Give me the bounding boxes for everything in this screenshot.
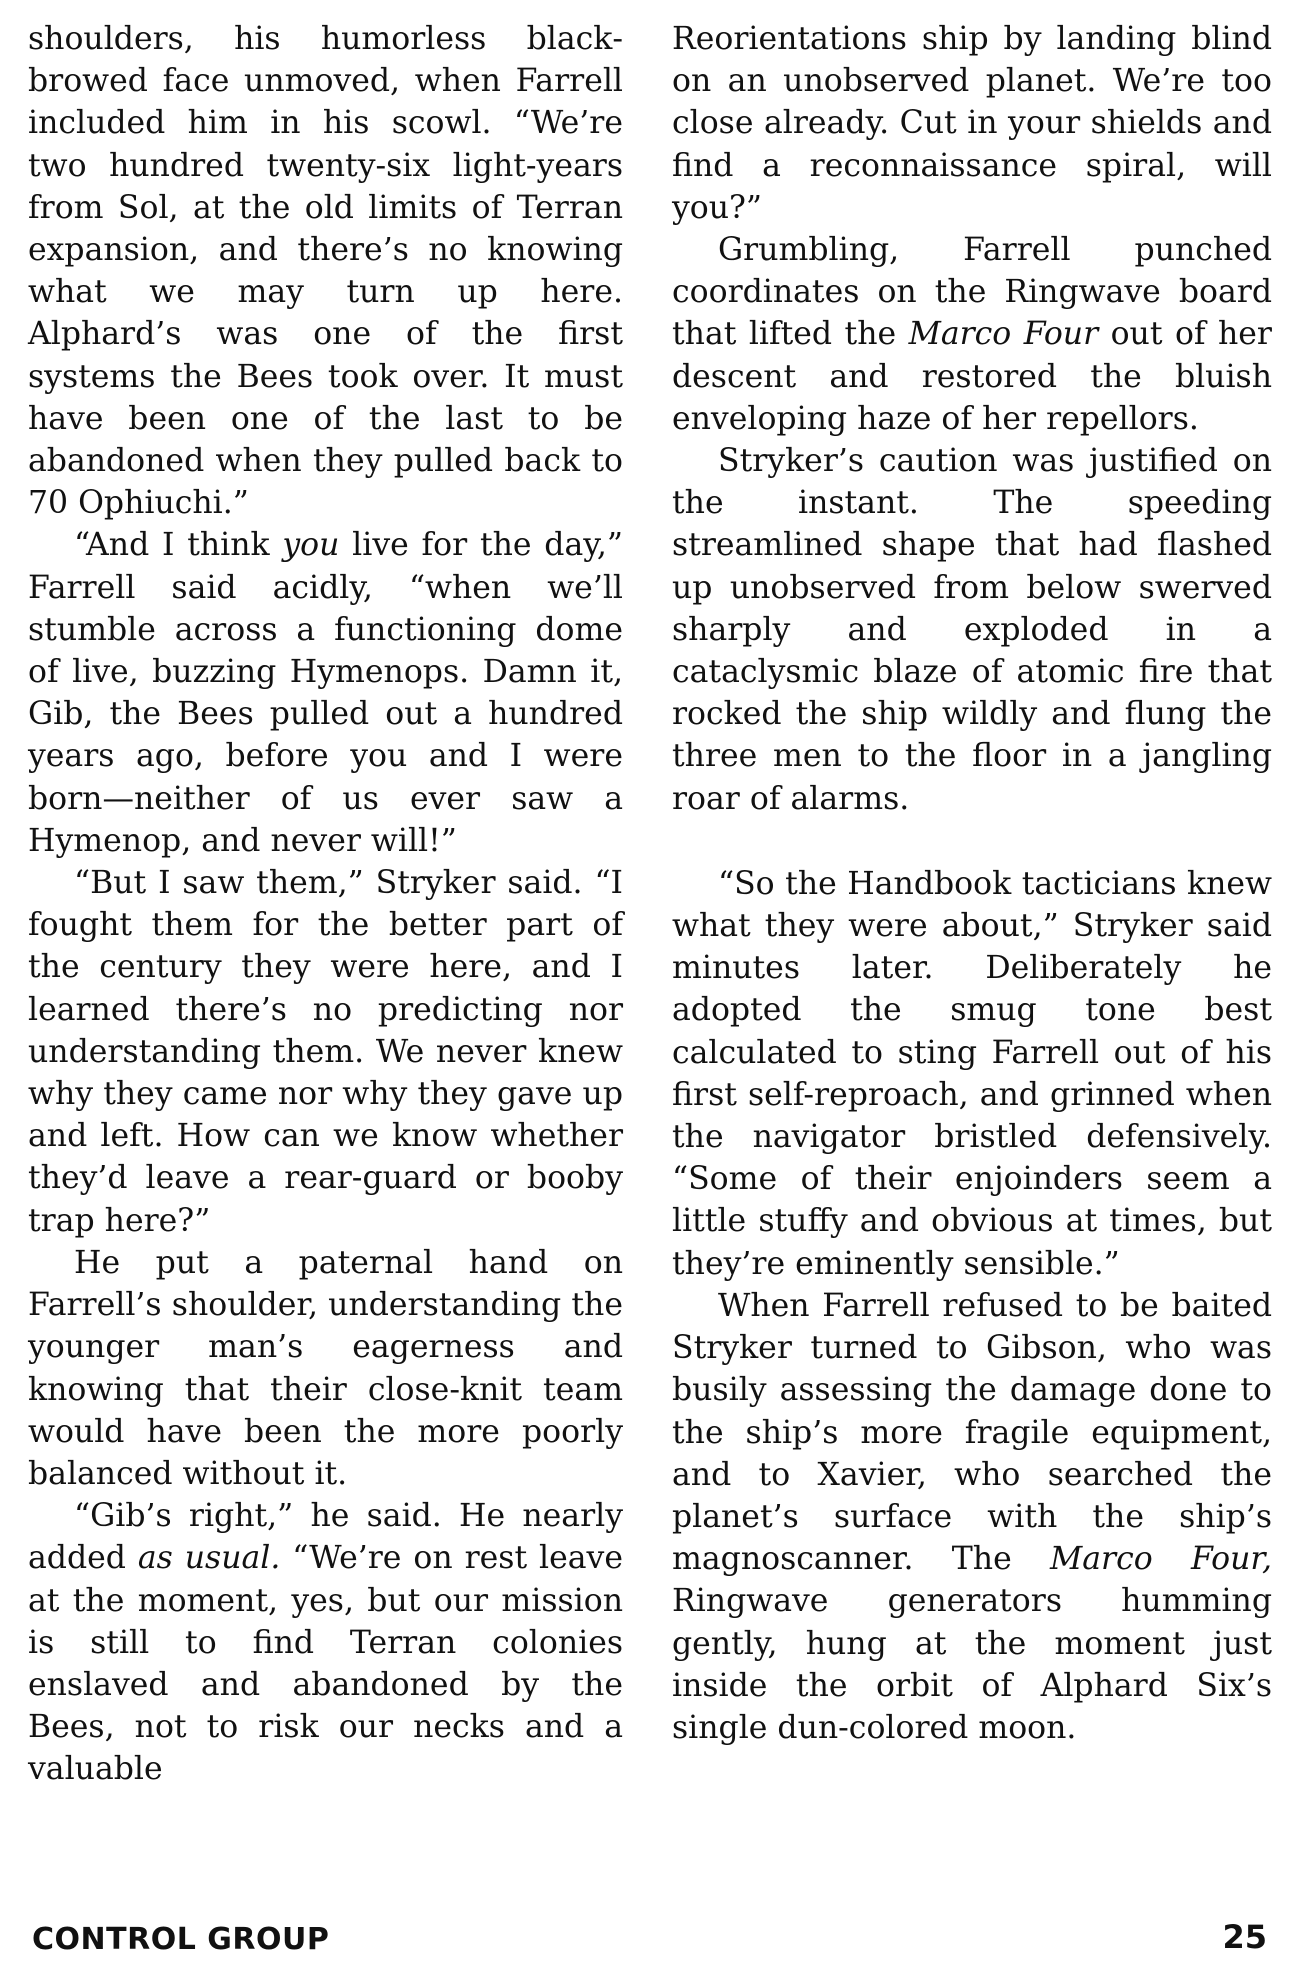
right-paragraph-5-emphasis: Marco Four, xyxy=(1050,1541,1272,1578)
right-paragraph-2-text-b: out of her descent and restored the bluish enveloping haze of her repellors. xyxy=(672,316,1272,437)
left-paragraph-2-emphasis: you xyxy=(282,527,340,564)
right-paragraph-4: “So the Handbook tacticians knew what they were about,” Stryker said minutes later. Deliberately he adopted the smug tone best calculated to sting Farrell out of his first self-reproach, and grinned when the navigator bristled defensively. “Some of their enjoinders seem a little stuffy and obvious at times, but they’re eminently sensible.” xyxy=(672,865,1272,1282)
left-paragraph-5-text-a: “Gib’s right,” he said. He nearly added xyxy=(28,1498,623,1577)
left-paragraph-3: “But I saw them,” Stryker said. “I fought them for the better part of the century they were here, and I learned there’s no predicting nor understanding them. We never knew why they came nor why they gave up and left. How can we know whether they’d leave a rear-guard or booby trap here?” xyxy=(28,865,623,1239)
left-paragraph-1: shoulders, his humorless blackbrowed face unmoved, when Farrell included him in his scowl. “We’re two hundred twenty-six light-years from Sol, at the old limits of Terran expansion, and there’s no knowing what we may turn up here. Alphard’s was one of the first systems the Bees took over. It must have been one of the last to be abandoned when they pulled back to 70 Ophiuchi.” xyxy=(28,21,623,522)
left-paragraph-5-emphasis: as usual. xyxy=(137,1540,281,1577)
left-paragraph-2 xyxy=(28,524,623,862)
page-number: 25 xyxy=(1222,1918,1267,1956)
left-paragraph-4: He put a paternal hand on Farrell’s shoulder, understanding the younger man’s eagerness and knowing that their close-knit team would have been the more poorly balanced without it. xyxy=(28,1244,623,1492)
right-paragraph-3: Stryker’s caution was justified on the instant. The speeding streamlined shape that had flashed up unobserved from below swerved sharply and exploded in a cataclysmic blaze of atomic fire that rocked the ship wildly and flung the three men to the floor in a jangling roar of alarms. xyxy=(672,443,1272,817)
right-paragraph-2 xyxy=(672,229,1272,440)
right-paragraph-2-emphasis: Marco Four xyxy=(908,316,1099,353)
running-footer-title: CONTROL GROUP xyxy=(32,1922,330,1957)
left-paragraph-2-text-a: “And I think xyxy=(74,527,283,564)
left-paragraph-5-text-b: “We’re on rest leave at the moment, yes, but our mission is still to find Terran colonies enslaved and abandoned by the Bees, not to risk our necks and a valuable xyxy=(28,1540,623,1788)
left-paragraph-5 xyxy=(28,1495,623,1790)
right-paragraph-2-text-a: Grumbling, Farrell punched coordinates on the Ringwave board that lifted the xyxy=(672,232,1272,353)
right-paragraph-5-text-b: Ringwave generators humming gently, hung at the moment just inside the orbit of Alphard Six’s single dun-colored moon. xyxy=(672,1583,1272,1746)
right-paragraph-5 xyxy=(672,1285,1272,1749)
left-column xyxy=(28,18,623,1791)
right-paragraph-5-text-a: When Farrell refused to be baited Stryker turned to Gibson, who was busily assessing the damage done to the ship’s more fragile equipment, and to Xavier, who searched the planet’s surface with the ship’s magnoscanner. The xyxy=(672,1287,1272,1578)
right-column xyxy=(672,18,1272,1749)
right-paragraph-1: Reorientations ship by landing blind on an unobserved planet. We’re too close already. Cut in your shields and find a reconnaissance spiral, will you?” xyxy=(672,21,1272,226)
left-paragraph-2-text-b: live for the day,” Farrell said acidly, “when we’ll stumble across a functioning dome of live, buzzing Hymenops. Damn it, Gib, the Bees pulled out a hundred years ago, before you and I were born—neither of us ever saw a Hymenop, and never will!” xyxy=(28,527,623,859)
